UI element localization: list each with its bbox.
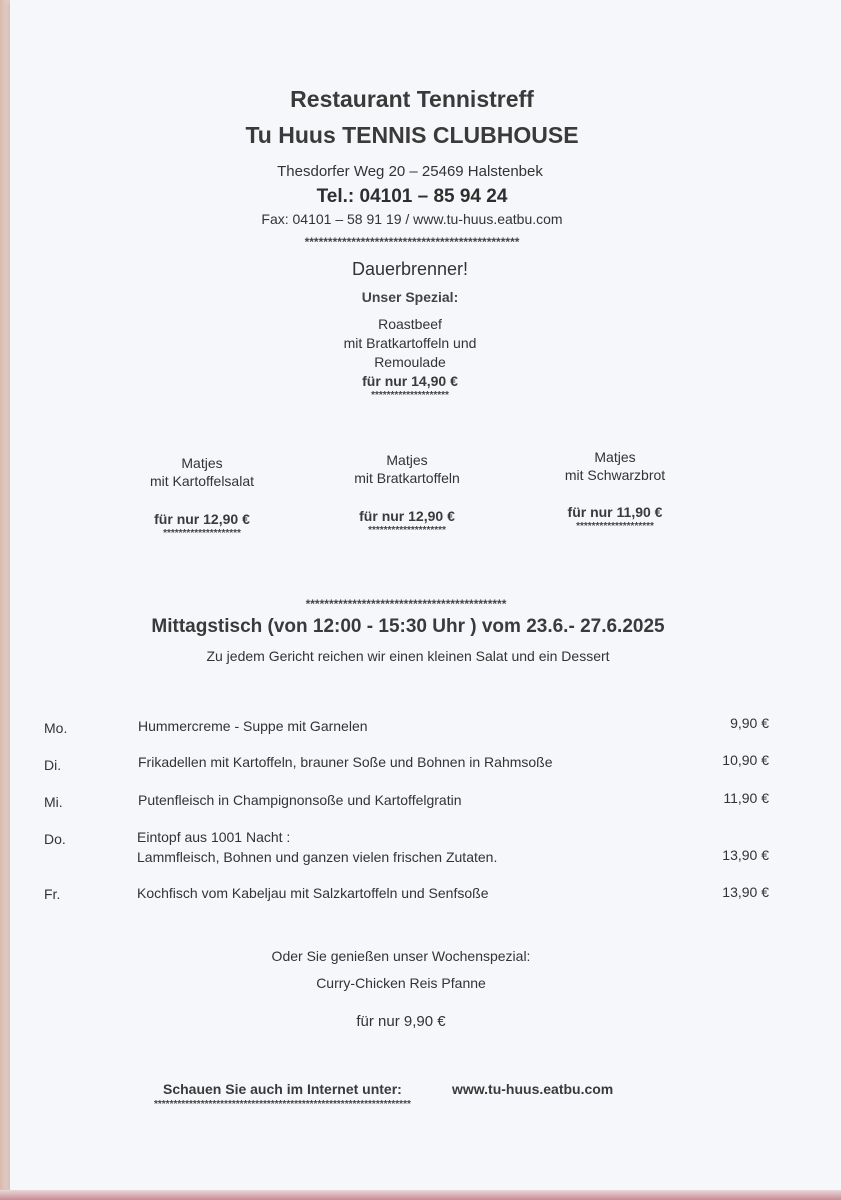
day-label-di: Di.: [44, 757, 62, 773]
matjes-2-price: für nur 12,90 €: [359, 508, 455, 524]
roastbeef-line1: Roastbeef: [378, 316, 442, 332]
wochenspezial-dish: Curry-Chicken Reis Pfanne: [316, 975, 486, 991]
roastbeef-line2: mit Bratkartoffeln und: [343, 335, 477, 351]
matjes-1-name: Matjes: [181, 455, 223, 471]
matjes-1-price: für nur 12,90 €: [154, 511, 250, 527]
price-do: 13,90 €: [722, 847, 769, 863]
price-fr: 13,90 €: [722, 884, 769, 900]
price-mi: 11,90 €: [723, 790, 769, 806]
dauerbrenner-title: Dauerbrenner!: [351, 259, 469, 279]
dish-fr: Kochfisch vom Kabeljau mit Salzkartoffeln und Senfsoße: [137, 885, 489, 901]
footer-divider: ******************************************************************: [154, 1099, 411, 1110]
restaurant-name: Restaurant Tennistreff: [290, 86, 534, 112]
day-label-fr: Fr.: [44, 886, 61, 902]
dish-mi: Putenfleisch in Champignonsoße und Kartoffelgratin: [138, 792, 462, 808]
wochenspezial-price: für nur 9,90 €: [356, 1013, 446, 1030]
header-divider: **********************************************: [304, 235, 520, 249]
price-di: 10,90 €: [722, 752, 769, 768]
matjes-1-divider: ********************: [163, 528, 241, 539]
matjes-1-side: mit Kartoffelsalat: [149, 473, 255, 489]
fax-website: Fax: 04101 – 58 91 19 / www.tu-huus.eatbu.com: [261, 211, 563, 227]
dauerbrenner-subtitle: Unser Spezial:: [361, 289, 459, 305]
table-edge: [0, 1190, 841, 1200]
roastbeef-divider: ********************: [371, 390, 449, 401]
footer-url: www.tu-huus.eatbu.com: [452, 1081, 614, 1097]
price-mo: 9,90 €: [730, 715, 769, 731]
wochenspezial-intro: Oder Sie genießen unser Wochenspezial:: [271, 948, 531, 964]
clubhouse-name: Tu Huus TENNIS CLUBHOUSE: [245, 122, 579, 148]
roastbeef-line3: Remoulade: [374, 354, 446, 370]
matjes-2-side: mit Bratkartoffeln: [354, 470, 460, 486]
footer-text: Schauen Sie auch im Internet unter:: [163, 1081, 402, 1097]
roastbeef-price: für nur 14,90 €: [362, 373, 458, 389]
mittagstisch-note: Zu jedem Gericht reichen wir einen kleinen Salat und ein Dessert: [206, 648, 610, 664]
dish-do-line2: Lammfleisch, Bohnen und ganzen vielen frischen Zutaten.: [137, 849, 498, 865]
matjes-2-name: Matjes: [386, 452, 428, 468]
dish-mo: Hummercreme - Suppe mit Garnelen: [138, 718, 368, 734]
dish-di: Frikadellen mit Kartoffeln, brauner Soße und Bohnen in Rahmsoße: [138, 754, 553, 770]
matjes-3-name: Matjes: [594, 449, 636, 465]
day-label-mo: Mo.: [44, 720, 68, 736]
mittagstisch-title: Mittagstisch (von 12:00 - 15:30 Uhr ) vom 23.6.- 27.6.2025: [151, 616, 665, 637]
day-label-do: Do.: [44, 831, 66, 847]
matjes-2-divider: ********************: [368, 525, 446, 536]
dish-do-line1: Eintopf aus 1001 Nacht :: [137, 829, 291, 845]
matjes-3-side: mit Schwarzbrot: [564, 467, 666, 483]
matjes-3-divider: ********************: [576, 521, 654, 532]
telephone: Tel.: 04101 – 85 94 24: [316, 186, 508, 207]
address: Thesdorfer Weg 20 – 25469 Halstenbek: [277, 163, 543, 180]
day-label-mi: Mi.: [44, 794, 63, 810]
mittagstisch-divider: *******************************************: [305, 597, 507, 611]
matjes-3-price: für nur 11,90 €: [567, 504, 663, 520]
